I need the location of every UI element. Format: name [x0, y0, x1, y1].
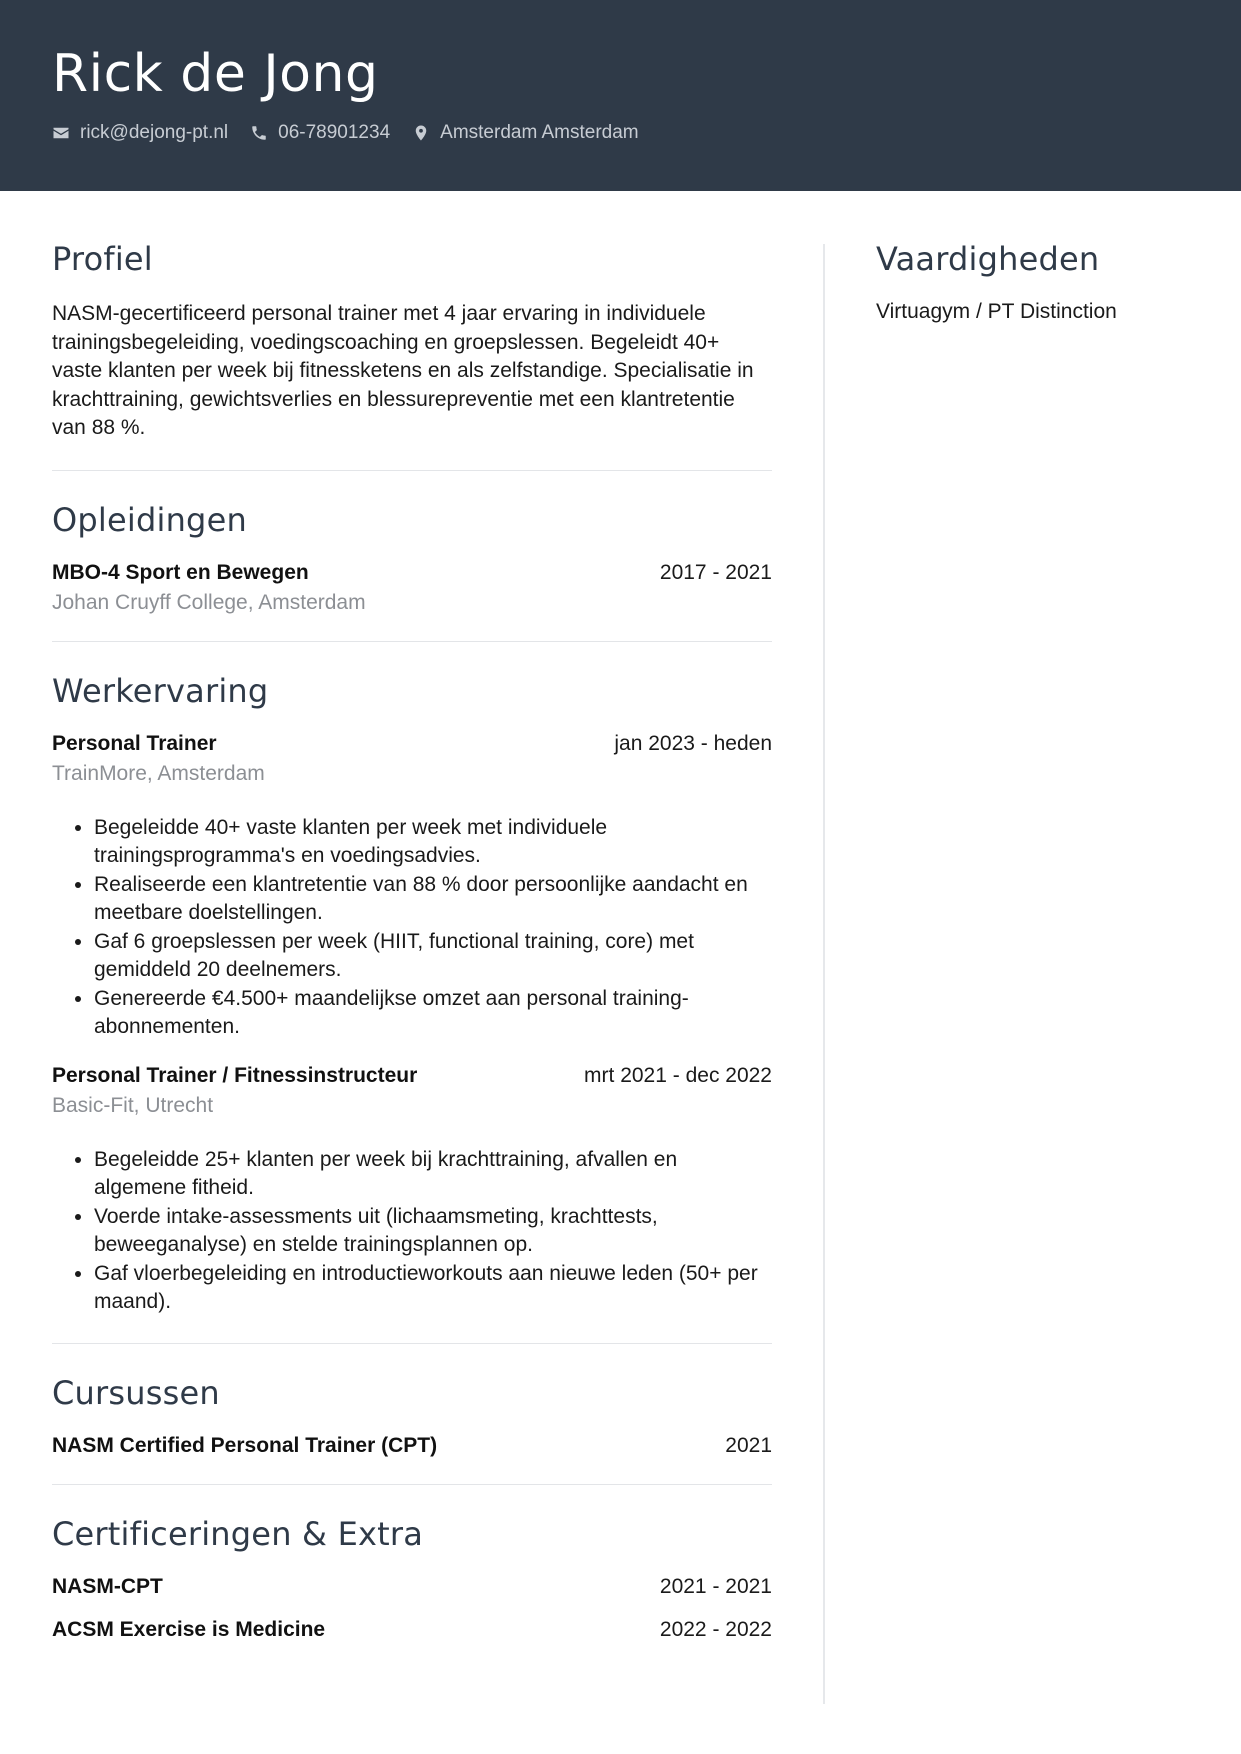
certifications-title: Certificeringen & Extra — [52, 1514, 424, 1553]
job-dates: jan 2023 - heden — [614, 731, 772, 755]
certification-dates: 2021 - 2021 — [659, 1574, 772, 1598]
contact-email — [52, 122, 228, 144]
map-pin-icon — [412, 124, 430, 142]
certification-dates: 2022 - 2022 — [659, 1617, 772, 1641]
job-company: Basic-Fit, Utrecht — [52, 1093, 214, 1117]
contact-phone — [250, 122, 390, 144]
profile-title: Profiel — [52, 240, 153, 278]
section-divider — [52, 1343, 772, 1344]
certifications-section — [52, 1515, 772, 1642]
education-title: Opleidingen — [52, 500, 247, 539]
education-dates: 2017 - 2021 — [659, 560, 772, 584]
courses-title: Cursussen — [52, 1373, 220, 1412]
experience-entry — [52, 732, 772, 1042]
job-role: Personal Trainer — [52, 731, 217, 755]
phone-icon — [250, 124, 268, 142]
section-divider — [52, 1484, 772, 1485]
certification-entry — [52, 1618, 772, 1642]
phone-text: 06-78901234 — [278, 122, 391, 143]
certification-name: NASM-CPT — [52, 1574, 163, 1598]
list-item: • Gaf vloerbegeleiding en introductieworkouts aan nieuwe leden (50+ per maand). — [94, 1260, 772, 1317]
location-text: Amsterdam Amsterdam — [440, 122, 639, 143]
course-year: 2021 — [725, 1433, 772, 1457]
job-bullets — [52, 814, 772, 1042]
job-bullets — [52, 1146, 772, 1317]
education-school: Johan Cruyff College, Amsterdam — [52, 590, 366, 614]
profile-section — [52, 240, 772, 443]
list-item: • Realiseerde een klantretentie van 88 % door persoonlijke aandacht en meetbare doelstellingen. — [94, 871, 772, 928]
email-text: rick@dejong-pt.nl — [80, 122, 229, 143]
job-role: Personal Trainer / Fitnessinstructeur — [52, 1063, 418, 1087]
job-dates: mrt 2021 - dec 2022 — [584, 1063, 772, 1087]
section-divider — [52, 641, 772, 642]
list-item: • Begeleidde 25+ klanten per week bij krachttraining, afvallen en algemene fitheid. — [94, 1146, 772, 1203]
certification-entry — [52, 1575, 772, 1599]
main-column — [52, 240, 772, 1642]
section-divider — [52, 470, 772, 471]
education-section — [52, 501, 772, 615]
list-item: • Gaf 6 groepslessen per week (HIIT, functional training, core) met gemiddeld 20 deelnemers. — [94, 928, 772, 985]
course-entry — [52, 1434, 772, 1458]
side-column — [876, 240, 1196, 324]
courses-section — [52, 1374, 772, 1458]
profile-text: NASM-gecertificeerd personal trainer met 4 jaar ervaring in individuele trainingsbegeleiding, voedingscoaching en groepslessen. Begeleidt 40+ vaste klanten per week bij fitnessketens en als zelfstandige. Specialisatie in krachttraining, gewichtsverlies en blessurepreventie met een klantretentie van 88 %. — [52, 302, 754, 439]
skills-title: Vaardigheden — [876, 240, 1100, 278]
course-name: NASM Certified Personal Trainer (CPT) — [52, 1433, 438, 1457]
experience-title: Werkervaring — [52, 671, 269, 710]
contact-info — [52, 122, 639, 144]
list-item: • Voerde intake-assessments uit (lichaamsmeting, krachttests, beweeganalyse) en stelde trainingsplannen op. — [94, 1203, 772, 1260]
candidate-name: Rick de Jong — [52, 44, 379, 104]
resume-header — [0, 0, 1241, 191]
envelope-icon — [52, 124, 70, 142]
education-entry — [52, 561, 772, 615]
experience-section — [52, 672, 772, 1317]
column-divider — [823, 244, 825, 1704]
list-item: • Genereerde €4.500+ maandelijkse omzet aan personal training-abonnementen. — [94, 985, 772, 1042]
list-item: • Begeleidde 40+ vaste klanten per week met individuele trainingsprogramma's en voedingsadvies. — [94, 814, 772, 871]
certification-name: ACSM Exercise is Medicine — [52, 1617, 326, 1641]
job-company: TrainMore, Amsterdam — [52, 761, 265, 785]
contact-location — [412, 122, 639, 144]
skills-text: Virtuagym / PT Distinction — [876, 300, 1117, 323]
education-degree: MBO-4 Sport en Bewegen — [52, 560, 309, 584]
experience-entry — [52, 1064, 772, 1317]
